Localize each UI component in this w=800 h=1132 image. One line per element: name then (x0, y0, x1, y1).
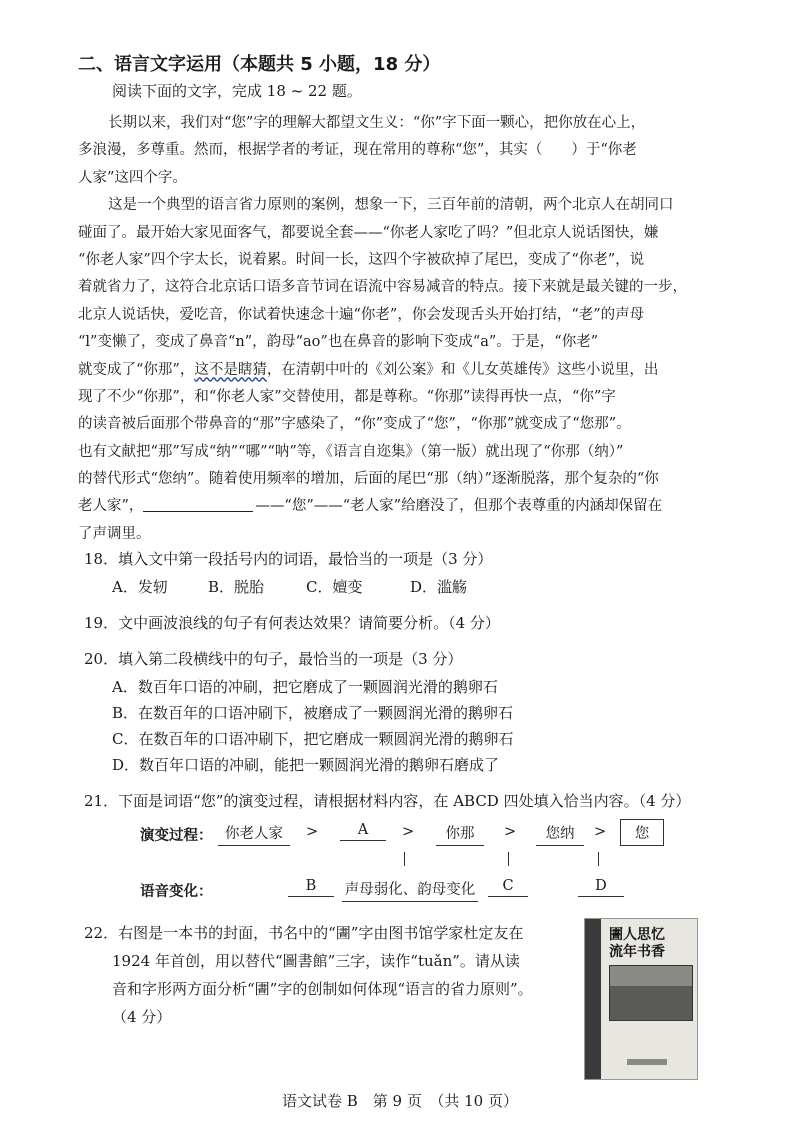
passage-line: 着就省力了，这符合北京话口语多音节词在语流中容易减音的特点。接下来就是最关键的一步， (78, 279, 687, 296)
question-22-line: 22．右图是一本书的封面，书名中的“圕”字由图书馆学家杜定友在 (84, 924, 524, 942)
passage-line (78, 357, 730, 384)
book-title-line: 流年书香 (609, 944, 665, 960)
passage-text: ——“您”——“老人家”给磨没了，但那个表尊重的内涵却保留在 (255, 498, 663, 515)
question-22-line: 1924 年首创，用以替代“圖書館”三字，读作“tuǎn”。请从读 (112, 952, 520, 970)
publisher-mark (627, 1059, 667, 1065)
question-18-options (112, 576, 467, 597)
arrow-1: > (306, 824, 319, 840)
question-22-line: 音和字形两方面分析“圕”字的创制如何体现“语言的省力原则”。 (112, 980, 533, 998)
passage-text: ，在清朝中叶的《刘公案》和《儿女英雄传》这些小说里，出 (266, 361, 659, 378)
passage-line: “你老人家”四个字太长，说着累。时间一长，这四个字被砍掉了尾巴，变成了“你老”，说 (78, 251, 645, 268)
reading-instruction: 阅读下面的文字，完成 18 ~ 22 题。 (112, 82, 362, 100)
option-c[interactable]: C．在数百年的口语冲刷下，把它磨成一颗圆润光滑的鹅卵石 (112, 730, 514, 748)
blank-b[interactable]: B (288, 878, 334, 897)
connector-line (598, 852, 599, 866)
option-a[interactable]: A．发轫 (112, 578, 168, 596)
evolution-label: 演变过程： (140, 828, 213, 844)
book-cover-photo (609, 965, 693, 1021)
passage-line: 也有文献把“那”写成“纳”“哪”“呐”等，《语言自迩集》（第一版）就出现了“你那（纳）” (78, 443, 624, 460)
connector-line (404, 852, 405, 866)
arrow-3: > (504, 824, 517, 840)
stage-nin: 您 (620, 819, 664, 846)
question-21-stem: 21．下面是词语“您”的演变过程，请根据材料内容，在 ABCD 四处填入恰当内容。（4 分） (84, 792, 691, 810)
option-b[interactable]: B．在数百年的口语冲刷下，被磨成了一颗圆润光滑的鹅卵石 (112, 704, 514, 722)
option-d[interactable]: D．滥觞 (410, 578, 468, 596)
passage-line: 了声调里。 (78, 525, 151, 542)
stage-nina: 你那 (436, 822, 484, 846)
question-20-stem: 20．填入第二段横线中的句子，最恰当的一项是（3 分） (84, 650, 463, 668)
arrow-4: > (594, 824, 607, 840)
passage-line: 多浪漫，多尊重。然而，根据学者的考证，现在常用的尊称“您”，其实（ ）于“你老 (78, 142, 637, 159)
reading-passage (78, 110, 730, 548)
option-b[interactable]: B．脱胎 (208, 578, 265, 596)
connector-line (508, 852, 509, 866)
passage-line: “l”变懒了，变成了鼻音“n”，韵母“ao”也在鼻音的影响下变成“a”。于是，“你老” (78, 334, 599, 351)
sound-change-label: 语音变化： (140, 884, 213, 900)
passage-line: 现了不少“你那”，和“你老人家”交替使用，都是尊称。“你那”读得再快一点，“你”字 (78, 388, 616, 405)
passage-line: 这是一个典型的语言省力原则的案例，想象一下，三百年前的清朝，两个北京人在胡同口 (108, 197, 674, 214)
page-footer: 语文试卷 B 第 9 页 （共 10 页） (282, 1092, 518, 1110)
sound-change-text: 声母弱化、韵母变化 (342, 878, 478, 902)
wavy-underlined-sentence: 这不是瞎猜 (194, 361, 267, 378)
book-title-line: 圕人思忆 (609, 927, 665, 943)
question-22-line: （4 分） (112, 1008, 172, 1026)
blank-c[interactable]: C (488, 878, 528, 897)
passage-line (78, 493, 730, 520)
question-18-stem: 18．填入文中第一段括号内的词语，最恰当的一项是（3 分） (84, 550, 493, 568)
passage-text: 就变成了“你那”， (78, 361, 195, 378)
passage-line: 北京人说话快，爱吃音，你试着快速念十遍“你老”，你会发现舌头开始打结，“老”的声母 (78, 306, 645, 323)
passage-line: 的替代形式“您纳”。随着使用频率的增加，后面的尾巴“那（纳）”逐渐脱落，那个复杂的“你 (78, 471, 659, 488)
option-d[interactable]: D．数百年口语的冲刷，能把一颗圆润光滑的鹅卵石磨成了 (112, 756, 500, 774)
blank-d[interactable]: D (578, 878, 624, 897)
question-19-stem: 19．文中画波浪线的句子有何表达效果？请简要分析。（4 分） (84, 614, 500, 632)
book-title (609, 927, 693, 961)
passage-line: 的读音被后面那个带鼻音的“那”字感染了，“你”变成了“您”，“你那”就变成了“您那”。 (78, 416, 631, 433)
stage-nilaorenjia: 你老人家 (218, 822, 290, 846)
fill-blank[interactable] (143, 495, 253, 512)
passage-line: 长期以来，我们对“您”字的理解大都望文生义：“你”字下面一颗心，把你放在心上， (108, 115, 646, 131)
section-title: 二、语言文字运用（本题共 5 小题，18 分） (78, 54, 441, 75)
option-a[interactable]: A．数百年口语的冲刷，把它磨成了一颗圆润光滑的鹅卵石 (112, 678, 498, 696)
arrow-2: > (402, 824, 415, 840)
passage-line: 碰面了。最开始大家见面客气，都要说全套——“你老人家吃了吗？”但北京人说话图快，嫌 (78, 224, 659, 241)
passage-text: 老人家”， (78, 498, 144, 515)
book-spine (585, 919, 601, 1079)
book-cover-image (584, 918, 698, 1080)
option-c[interactable]: C．嬗变 (306, 578, 363, 596)
passage-line: 人家”这四个字。 (78, 169, 187, 186)
stage-ninna: 您纳 (536, 822, 584, 846)
blank-a[interactable]: A (340, 822, 386, 841)
